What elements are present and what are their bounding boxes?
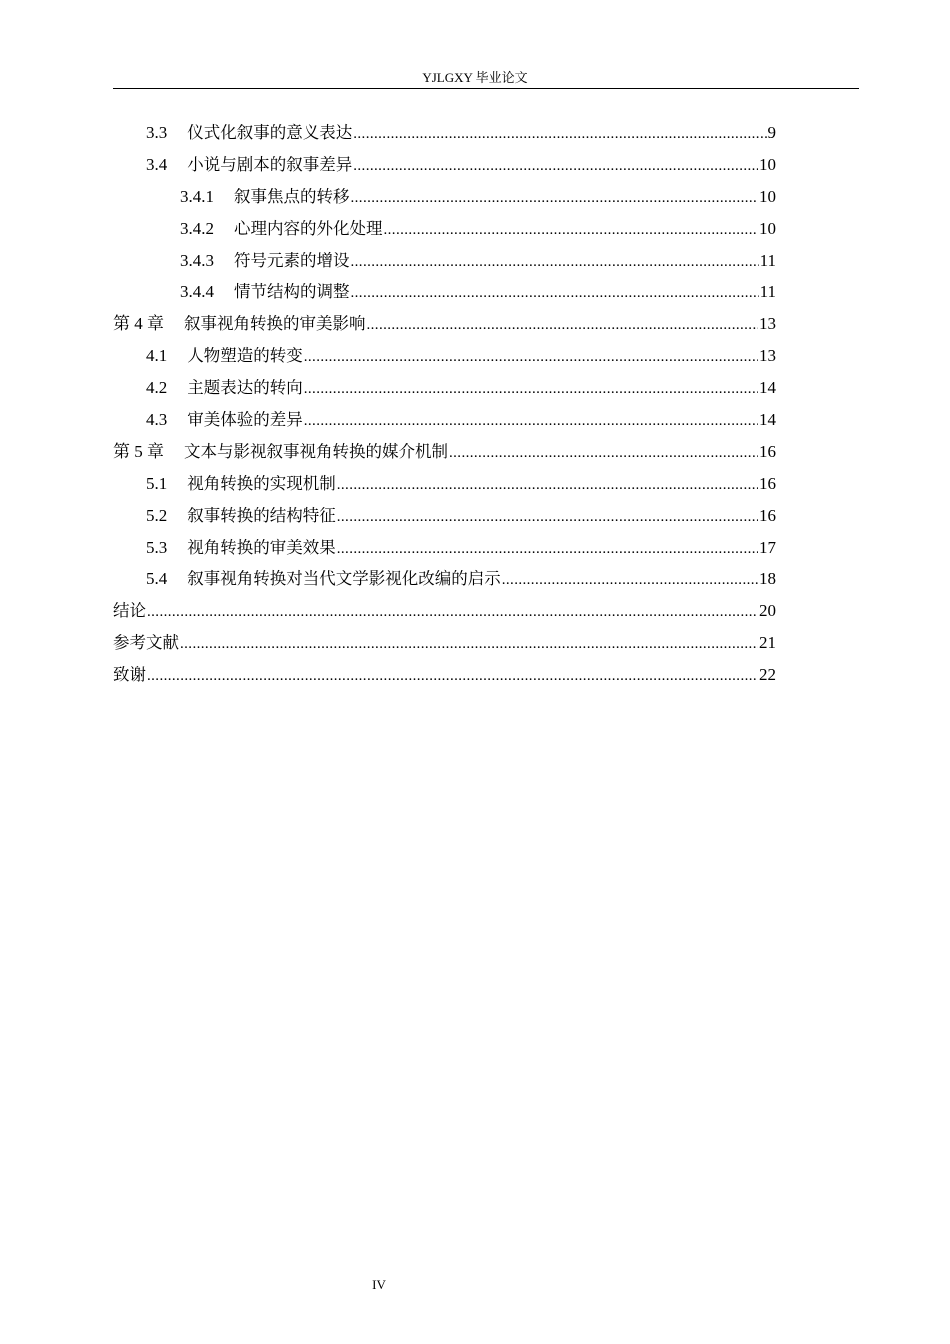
toc-dot-leader <box>351 183 759 215</box>
toc-entry-page: 20 <box>759 601 776 621</box>
toc-dot-leader <box>304 374 758 406</box>
toc-entry-label: 文本与影视叙事视角转换的媒介机制 <box>184 441 448 461</box>
toc-entry-page: 11 <box>759 250 776 270</box>
toc-entry-page: 16 <box>759 473 776 493</box>
toc-dot-leader <box>337 470 758 502</box>
toc-entry-page: 10 <box>759 218 776 238</box>
toc-entry-page: 9 <box>767 123 776 142</box>
toc-entry[interactable] <box>113 245 776 277</box>
toc-entry-page: 10 <box>759 154 776 174</box>
toc-entry-number: 5.1 <box>146 473 168 493</box>
toc-entry-page: 13 <box>759 346 776 366</box>
toc-entry-label: 小说与剧本的叙事差异 <box>187 154 353 174</box>
toc-entry-page: 13 <box>759 314 776 334</box>
toc-entry-number: 3.4.2 <box>180 218 214 238</box>
toc-entry-label: 致谢 <box>113 665 146 685</box>
toc-entry-page: 14 <box>759 378 776 398</box>
toc-dot-leader <box>180 629 758 661</box>
toc-entry-page: 17 <box>759 537 776 557</box>
toc-entry-number: 3.4.1 <box>180 186 214 206</box>
header-rule <box>113 88 859 89</box>
toc-dot-leader <box>353 151 758 183</box>
toc-entry-label: 情节结构的调整 <box>234 282 350 302</box>
toc-entry-page: 11 <box>759 282 776 302</box>
toc-entry[interactable] <box>113 659 776 691</box>
toc-entry-number: 第 5 章 <box>113 441 164 461</box>
toc-entry-label: 叙事焦点的转移 <box>234 186 350 206</box>
toc-dot-leader <box>147 661 758 693</box>
toc-entry[interactable] <box>113 404 776 436</box>
toc-dot-leader <box>353 119 766 151</box>
toc-entry[interactable] <box>113 595 776 627</box>
toc-dot-leader <box>351 278 759 310</box>
toc-entry[interactable] <box>113 627 776 659</box>
toc-entry[interactable] <box>113 500 776 532</box>
toc-dot-leader <box>449 438 758 470</box>
toc-entry-page: 22 <box>759 665 776 685</box>
toc-entry-label: 视角转换的实现机制 <box>187 473 336 493</box>
toc-entry-label: 符号元素的增设 <box>234 250 350 270</box>
toc-entry[interactable] <box>113 436 776 468</box>
toc-dot-leader <box>304 342 758 374</box>
toc-entry-number: 5.4 <box>146 569 168 589</box>
toc-entry[interactable] <box>113 308 776 340</box>
toc-entry-label: 叙事视角转换的审美影响 <box>184 314 366 334</box>
table-of-contents <box>113 117 776 691</box>
toc-dot-leader <box>367 310 759 342</box>
toc-entry-page: 16 <box>759 505 776 525</box>
toc-entry[interactable] <box>113 468 776 500</box>
toc-entry-number: 4.3 <box>146 410 168 430</box>
toc-entry[interactable] <box>113 276 776 308</box>
toc-entry-page: 14 <box>759 410 776 430</box>
toc-entry-page: 10 <box>759 186 776 206</box>
toc-entry[interactable] <box>113 213 776 245</box>
toc-entry-number: 3.4.3 <box>180 250 214 270</box>
page-number: IV <box>372 1277 386 1292</box>
toc-entry-label: 叙事视角转换对当代文学影视化改编的启示 <box>187 569 501 589</box>
toc-entry-label: 审美体验的差异 <box>187 410 303 430</box>
toc-entry-label: 视角转换的审美效果 <box>187 537 336 557</box>
toc-entry-page: 16 <box>759 441 776 461</box>
toc-entry-label: 参考文献 <box>113 633 179 653</box>
toc-dot-leader <box>337 534 758 566</box>
toc-entry[interactable] <box>113 563 776 595</box>
toc-entry-label: 结论 <box>113 601 146 621</box>
toc-entry-number: 5.3 <box>146 537 168 557</box>
toc-entry-number: 3.4.4 <box>180 282 214 302</box>
toc-entry[interactable] <box>113 181 776 213</box>
toc-dot-leader <box>351 247 759 279</box>
toc-entry[interactable] <box>113 117 776 149</box>
toc-entry-label: 主题表达的转向 <box>187 378 303 398</box>
toc-entry-label: 心理内容的外化处理 <box>234 218 383 238</box>
toc-entry-number: 4.2 <box>146 378 168 398</box>
toc-entry-label: 人物塑造的转变 <box>187 346 303 366</box>
running-header: YJLGXY 毕业论文 <box>422 70 528 85</box>
toc-entry-number: 3.3 <box>146 123 168 142</box>
toc-entry[interactable] <box>113 532 776 564</box>
toc-entry-label: 叙事转换的结构特征 <box>187 505 336 525</box>
toc-dot-leader <box>337 502 758 534</box>
toc-entry-number: 3.4 <box>146 154 168 174</box>
toc-entry[interactable] <box>113 340 776 372</box>
toc-entry-number: 第 4 章 <box>113 314 164 334</box>
toc-dot-leader <box>384 215 759 247</box>
toc-entry[interactable] <box>113 149 776 181</box>
toc-entry-number: 4.1 <box>146 346 168 366</box>
toc-dot-leader <box>304 406 758 438</box>
toc-entry-number: 5.2 <box>146 505 168 525</box>
toc-entry-page: 21 <box>759 633 776 653</box>
toc-entry-label: 仪式化叙事的意义表达 <box>187 123 353 142</box>
toc-dot-leader <box>147 597 758 629</box>
toc-entry[interactable] <box>113 372 776 404</box>
toc-dot-leader <box>502 565 758 597</box>
toc-entry-page: 18 <box>759 569 776 589</box>
